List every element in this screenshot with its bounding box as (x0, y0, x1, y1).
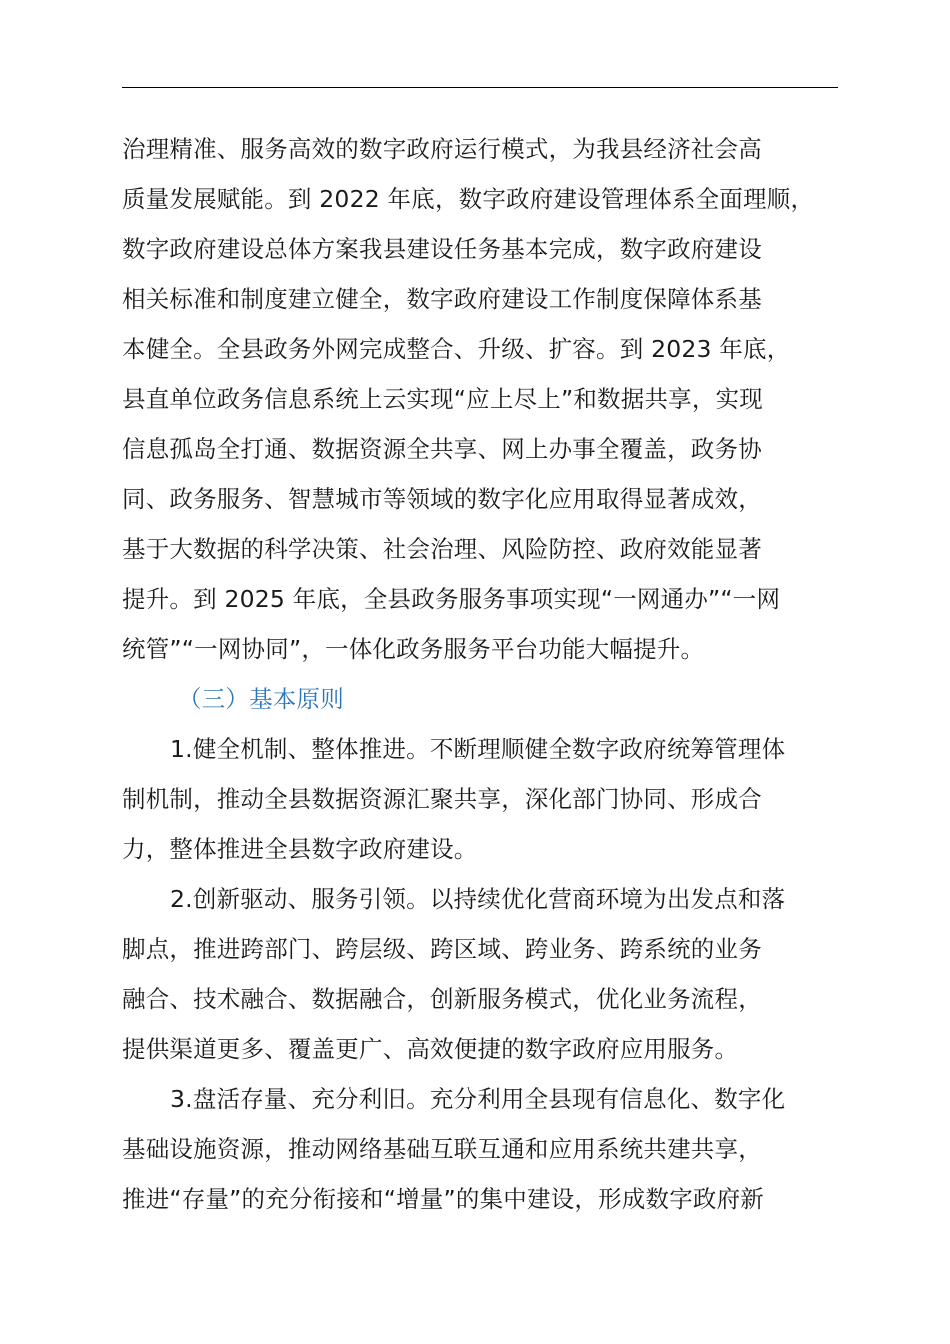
body-line: 质量发展赋能。到 2022 年底，数字政府建设管理体系全面理顺， (122, 185, 815, 213)
document-body (122, 124, 840, 1224)
body-line: 融合、技术融合、数据融合，创新服务模式，优化业务流程， (122, 985, 762, 1013)
principle-2-line: 2.创新驱动、服务引领。以持续优化营商环境为出发点和落 (170, 885, 786, 913)
header-rule (122, 87, 838, 88)
body-line: 提升。到 2025 年底，全县政务服务事项实现“一网通办”“一网 (122, 585, 781, 613)
body-line: 脚点，推进跨部门、跨层级、跨区域、跨业务、跨系统的业务 (122, 935, 762, 963)
body-line: 制机制，推动全县数据资源汇聚共享，深化部门协同、形成合 (122, 785, 762, 813)
body-line: 本健全。全县政务外网完成整合、升级、扩容。到 2023 年底， (122, 335, 791, 363)
body-line: 县直单位政务信息系统上云实现“应上尽上”和数据共享，实现 (122, 385, 763, 413)
body-line: 治理精准、服务高效的数字政府运行模式，为我县经济社会高 (122, 135, 762, 163)
body-line: 力，整体推进全县数字政府建设。 (122, 835, 478, 863)
body-line: 提供渠道更多、覆盖更广、高效便捷的数字政府应用服务。 (122, 1035, 739, 1063)
body-line: 同、政务服务、智慧城市等领域的数字化应用取得显著成效， (122, 485, 762, 513)
body-line: 数字政府建设总体方案我县建设任务基本完成，数字政府建设 (122, 235, 762, 263)
section-heading: （三）基本原则 (178, 685, 344, 713)
body-line: 信息孤岛全打通、数据资源全共享、网上办事全覆盖，政务协 (122, 435, 762, 463)
principle-1-line: 1.健全机制、整体推进。不断理顺健全数字政府统筹管理体 (170, 735, 786, 763)
body-line: 推进“存量”的充分衔接和“增量”的集中建设，形成数字政府新 (122, 1185, 764, 1213)
principle-3-line: 3.盘活存量、充分利旧。充分利用全县现有信息化、数字化 (170, 1085, 786, 1113)
body-line: 相关标准和制度建立健全，数字政府建设工作制度保障体系基 (122, 285, 762, 313)
body-line: 基础设施资源，推动网络基础互联互通和应用系统共建共享， (122, 1135, 762, 1163)
body-line: 统管”“一网协同”，一体化政务服务平台功能大幅提升。 (122, 635, 705, 663)
body-line: 基于大数据的科学决策、社会治理、风险防控、政府效能显著 (122, 535, 762, 563)
